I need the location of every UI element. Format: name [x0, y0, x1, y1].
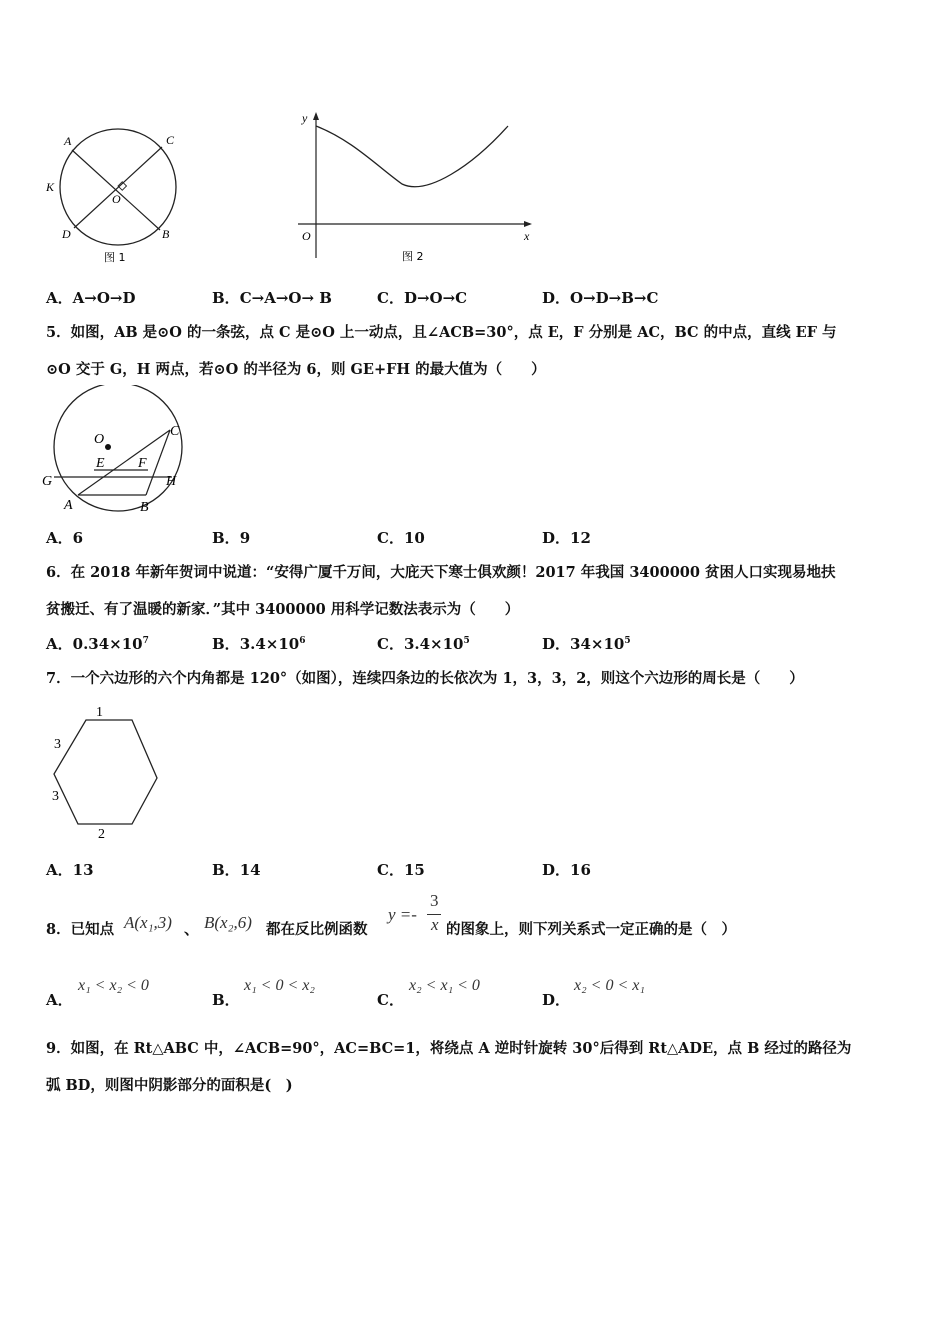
fig1-chord-cd: [74, 147, 162, 228]
q5-label-e: E: [96, 456, 105, 471]
q8-separator: 、: [184, 920, 200, 938]
q6-option-c: C．$3.4\times 10^5$: [377, 635, 470, 653]
q5-chord-ac: [78, 430, 170, 495]
q5-option-a: A．6: [46, 529, 84, 547]
q6-option-a: A．$0.34\times 10^7$: [46, 635, 149, 653]
fig2-label-y: y: [302, 111, 308, 125]
q8-option-d: D．: [542, 991, 571, 1009]
q5-label-a: A: [64, 498, 73, 513]
fig1-label-c: C: [166, 133, 175, 147]
fig1-caption: 图 1: [104, 251, 126, 264]
q8-suffix: 的图象上，则下列关系式一定正确的是（ ）: [446, 921, 736, 938]
fig1-label-a: A: [64, 134, 72, 148]
q6-option-d: D．$34\times 10^5$: [542, 635, 631, 653]
q5-label-c: C: [170, 424, 180, 439]
q6-text-line1: 6．在 2018 年新年贺词中说道：“安得广厦千万间，大庇天下寒士俱欢颜！2017 年我国 3400000 贫困人口实现易地扶: [46, 564, 836, 581]
q5-label-f: F: [138, 456, 147, 471]
q5-option-d: D．12: [542, 529, 591, 547]
fig1-label-o: O: [112, 192, 121, 206]
fig2-caption: 图 2: [402, 250, 424, 263]
fig2-x-arrow: [524, 221, 532, 227]
q5-text-line2: ⊙O 交于 G，H 两点，若⊙O 的半径为 6，则 GE+FH 的最大值为（ ）: [46, 361, 546, 378]
q7-hexagon: [54, 720, 157, 824]
q6-option-b: B．$3.4\times 10^6$: [212, 635, 306, 653]
q8-point-a: A(x₁,3): [124, 913, 172, 932]
q8-option-b: B．: [212, 991, 240, 1009]
fig2-curve: [316, 126, 508, 187]
q5-label-h: H: [166, 474, 177, 489]
q5-label-g: G: [42, 474, 53, 489]
q7-text-line1: 7．一个六边形的六个内角都是 120°（如图），连续四条边的长依次为 1，3，3，2，则这个六边形的周长是（ ）: [46, 670, 804, 687]
q5-label-o: O: [94, 432, 105, 447]
q4-option-d: D．O→D→B→C: [542, 289, 659, 307]
fig2-y-arrow: [313, 112, 319, 120]
q8-func-denominator: x: [431, 915, 439, 934]
figure-1-circle-diagram: [40, 125, 190, 265]
q5-label-b: B: [140, 500, 149, 515]
fig2-label-x: x: [524, 229, 530, 243]
q5-text-line1: 5．如图，AB 是⊙O 的一条弦，点 C 是⊙O 上一动点，且∠ACB=30°，点 E，F 分别是 AC，BC 的中点，直线 EF 与: [46, 324, 837, 341]
q8-option-c-expr: x₂ < x₁ < 0: [409, 977, 480, 994]
q5-option-b: B．9: [212, 529, 251, 547]
q9-text-line2: 弧 BD，则图中阴影部分的面积是( ): [46, 1077, 293, 1094]
q7-label-bottom: 2: [98, 827, 105, 840]
q7-option-a: A．13: [46, 861, 94, 879]
q7-option-b: B．14: [212, 861, 261, 879]
q8-option-c: C．: [377, 991, 404, 1009]
q8-point-b: B(x₂,6): [204, 913, 252, 932]
q7-label-upper-left: 3: [54, 737, 61, 752]
q5-center-dot: [105, 444, 111, 450]
q7-option-c: C．15: [377, 861, 425, 879]
q5-figure-circle-chord: [40, 385, 190, 515]
q8-mid-text: 都在反比例函数: [266, 921, 368, 938]
q4-option-a: A．A→O→D: [46, 289, 136, 307]
q8-option-b-expr: x₁ < 0 < x₂: [244, 977, 315, 994]
q9-text-line1: 9．如图，在 Rt△ABC 中，∠ACB=90°，AC=BC=1，将绕点 A 逆时针旋转 30°后得到 Rt△ADE，点 B 经过的路径为: [46, 1040, 852, 1057]
q8-func-left: y =-: [388, 905, 417, 924]
fig1-label-b: B: [162, 227, 170, 241]
q7-label-lower-left: 3: [52, 789, 59, 804]
q8-prefix: 8．已知点: [46, 921, 115, 938]
q6-text-line2: 贫搬迁、有了温暖的新家．”其中 3400000 用科学记数法表示为（ ）: [46, 601, 520, 618]
q7-label-top: 1: [96, 705, 103, 720]
q8-option-a: A．: [46, 991, 73, 1009]
figure-2-curve-graph: [292, 108, 542, 268]
q8-option-d-expr: x₂ < 0 < x₁: [574, 977, 645, 994]
fig2-label-o: O: [302, 229, 311, 243]
q8-func-numerator: 3: [430, 891, 439, 910]
q8-option-a-expr: x₁ < x₂ < 0: [78, 977, 149, 994]
fig1-label-k: K: [46, 180, 55, 194]
fig1-label-d: D: [62, 227, 71, 241]
q5-option-c: C．10: [377, 529, 425, 547]
q7-option-d: D．16: [542, 861, 591, 879]
q4-option-b: B．C→A→O→ B: [212, 289, 332, 307]
q7-figure-hexagon: [40, 700, 170, 840]
q4-option-c: C．D→O→C: [377, 289, 468, 307]
